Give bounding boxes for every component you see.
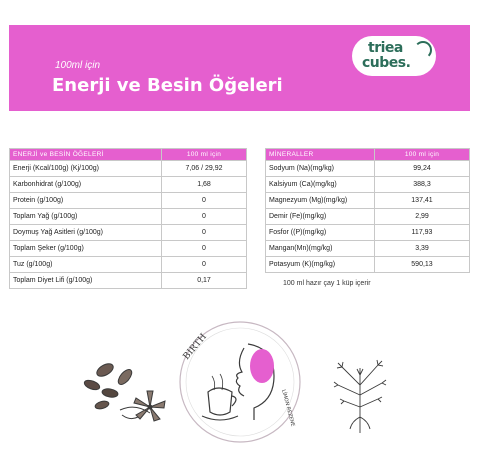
badge-bottom-text: LİMON REZENE: [280, 388, 296, 428]
mineral-name: Demir (Fe)(mg/kg): [266, 209, 375, 225]
spice-illustration: [80, 355, 175, 430]
nutrition-table: [9, 148, 247, 289]
table-row: [10, 241, 247, 257]
mineral-value: 2,99: [375, 209, 470, 225]
nutrient-name: Protein (g/100g): [10, 193, 162, 209]
column-header-value: 100 ml için: [375, 149, 470, 161]
birth-badge-illustration: [170, 312, 310, 452]
mineral-value: 137,41: [375, 193, 470, 209]
logo-swoosh-icon: [414, 41, 432, 59]
nutrient-value: 0: [162, 241, 247, 257]
column-header-name: MİNERALLER: [266, 149, 375, 161]
fennel-illustration: [330, 355, 390, 435]
nutrient-name: Toplam Diyet Lifi (g/100g): [10, 273, 162, 289]
nutrient-value: 0: [162, 225, 247, 241]
mineral-name: Potasyum (K)(mg/kg): [266, 257, 375, 273]
nutrient-value: 1,68: [162, 177, 247, 193]
table-header-row: [10, 149, 247, 161]
mineral-name: Kalsiyum (Ca)(mg/kg): [266, 177, 375, 193]
nutrient-name: Karbonhidrat (g/100g): [10, 177, 162, 193]
brand-logo: [352, 36, 436, 76]
banner-subtitle: 100ml için: [55, 60, 101, 71]
table-row: [10, 225, 247, 241]
table-row: [266, 225, 470, 241]
badge-top-text: BIRTH: [181, 332, 209, 362]
page-title: Enerji ve Besin Öğeleri: [52, 75, 283, 96]
nutrient-value: 0: [162, 257, 247, 273]
nutrient-value: 0: [162, 193, 247, 209]
mineral-value: 3,39: [375, 241, 470, 257]
mineral-name: Fosfor ((P)(mg/kg): [266, 225, 375, 241]
table-row: [10, 209, 247, 225]
nutrient-value: 0: [162, 209, 247, 225]
minerals-table: [265, 148, 470, 273]
mineral-name: Magnezyum (Mg)(mg/kg): [266, 193, 375, 209]
table-row: [10, 273, 247, 289]
table-row: [10, 161, 247, 177]
column-header-name: ENERJİ ve BESİN ÖĞELERİ: [10, 149, 162, 161]
mineral-value: 388,3: [375, 177, 470, 193]
table-row: [10, 193, 247, 209]
table-row: [266, 161, 470, 177]
column-header-value: 100 ml için: [162, 149, 247, 161]
nutrient-value: 0,17: [162, 273, 247, 289]
nutrient-name: Doymuş Yağ Asitleri (g/100g): [10, 225, 162, 241]
nutrient-name: Toplam Yağ (g/100g): [10, 209, 162, 225]
table-row: [10, 257, 247, 273]
serving-note: 100 ml hazır çay 1 küp içerir: [283, 280, 371, 287]
header-banner: [9, 25, 470, 111]
nutrient-name: Tuz (g/100g): [10, 257, 162, 273]
logo-text-line1: triea: [368, 40, 403, 56]
nutrient-value: 7,06 / 29,92: [162, 161, 247, 177]
table-row: [266, 209, 470, 225]
logo-text-line2: cubes.: [362, 55, 411, 71]
table-row: [10, 177, 247, 193]
table-row: [266, 241, 470, 257]
table-row: [266, 177, 470, 193]
nutrient-name: Toplam Şeker (g/100g): [10, 241, 162, 257]
table-header-row: [266, 149, 470, 161]
nutrient-name: Enerji (Kcal/100g) (Kj/100g): [10, 161, 162, 177]
table-row: [266, 193, 470, 209]
mineral-name: Sodyum (Na)(mg/kg): [266, 161, 375, 177]
table-row: [266, 257, 470, 273]
mineral-value: 117,93: [375, 225, 470, 241]
mineral-name: Mangan(Mn)(mg/kg): [266, 241, 375, 257]
mineral-value: 590,13: [375, 257, 470, 273]
mineral-value: 99,24: [375, 161, 470, 177]
